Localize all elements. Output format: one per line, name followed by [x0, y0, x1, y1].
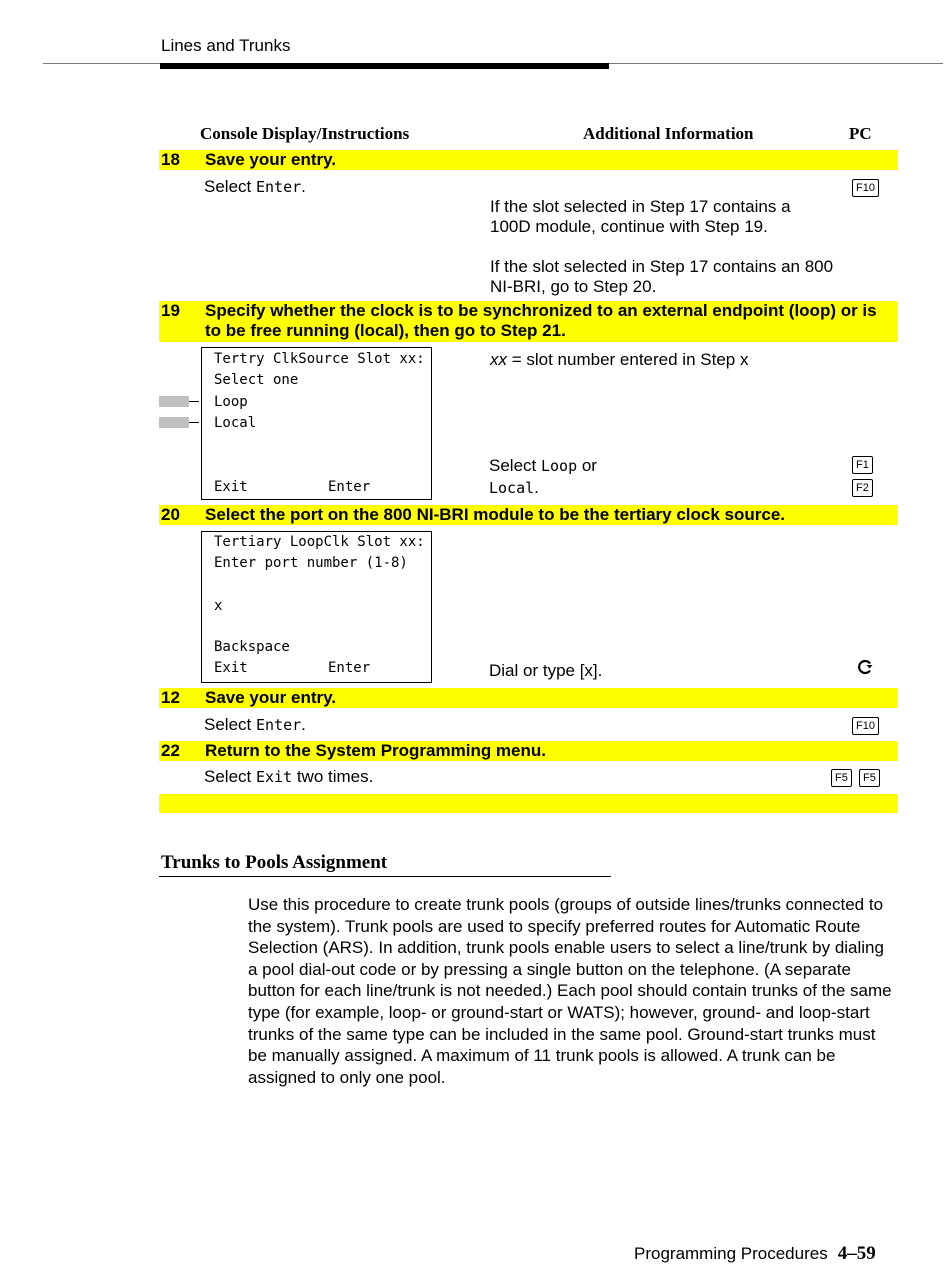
- step-20-number: 20: [161, 505, 180, 524]
- f10-key-icon: F10: [852, 717, 879, 735]
- f5-key-icon: F5: [859, 769, 880, 787]
- column-heading-console: Console Display/Instructions: [200, 124, 410, 143]
- step-18-info-1: If the slot selected in Step 17 contains a 100D module, continue with Step 19.: [490, 197, 791, 236]
- page-number: 4–59: [837, 1243, 876, 1264]
- f1-key-icon: F1: [852, 456, 873, 474]
- display-exit: Exit: [214, 479, 248, 495]
- section-title: Trunks to Pools Assignment: [161, 852, 388, 873]
- step-22-instruction: Select Exit two times.: [204, 767, 374, 786]
- display-line-2: Select one: [214, 372, 299, 388]
- f5-key-icon: F5: [831, 769, 852, 787]
- section-title-rule: [159, 876, 611, 877]
- display-exit: Exit: [214, 660, 248, 676]
- step-20-info: Dial or type [x].: [489, 661, 603, 680]
- button-indicator-local: [159, 417, 189, 428]
- section-body: Use this procedure to create trunk pools (groups of outside lines/trunks connected to the system). Trunk pools are used to specify preferred routes for Automatic Route Selection (ARS). In addition, trunk pools enable users to select a line/trunk by dialing a pool dial-out code or by pressing a single button on the telephone. (A separate button for each line/trunk is not needed.) Each pool should contain trunks of the same type (for example, loop- or ground-start or WATS); however, ground- and loop-start trunks of the same type can be included in the same pool. Ground-start trunks must be manually assigned. A maximum of 11 trunk pools is allowed. A trunk can be assigned to only one pool.: [248, 895, 892, 1087]
- running-header: Lines and Trunks: [161, 36, 291, 55]
- header-rule-thick: [160, 63, 609, 69]
- step-20-title: Select the port on the 800 NI-BRI module to be the tertiary clock source.: [205, 505, 786, 524]
- step-18-number: 18: [161, 150, 180, 169]
- step-18-title: Save your entry.: [205, 150, 337, 169]
- step-19-select-local: Local.: [489, 478, 539, 497]
- enter-command: Enter: [255, 716, 302, 734]
- f10-key-icon: F10: [852, 179, 879, 197]
- dial-pad-icon: [857, 659, 873, 675]
- indicator-line-local: [189, 422, 199, 423]
- step-19-info: xx = slot number entered in Step x: [490, 350, 749, 369]
- display-option-local: Local: [214, 415, 257, 431]
- console-display-tertiary-loop-clock: [201, 531, 432, 683]
- step-12-number: 12: [161, 688, 180, 707]
- display-backspace: Backspace: [214, 639, 290, 655]
- display-line-1: Tertry ClkSource Slot xx:: [214, 351, 425, 367]
- step-18-info-2: If the slot selected in Step 17 contains an 800 NI-BRI, go to Step 20.: [490, 257, 834, 296]
- display-line-2: Enter port number (1-8): [214, 555, 408, 571]
- page-footer: [634, 1243, 876, 1265]
- step-19-select-loop: Select Loop or: [489, 456, 597, 475]
- display-line-1: Tertiary LoopClk Slot xx:: [214, 534, 425, 550]
- button-indicator-loop: [159, 396, 189, 407]
- column-heading-pc: PC: [849, 124, 872, 143]
- step-12-instruction: Select Enter.: [204, 715, 306, 734]
- display-enter: Enter: [328, 479, 371, 495]
- indicator-line-loop: [189, 401, 199, 402]
- footer-section: Programming Procedures: [634, 1244, 828, 1263]
- enter-command: Enter: [255, 178, 302, 196]
- step-22-title: Return to the System Programming menu.: [205, 741, 546, 760]
- f2-key-icon: F2: [852, 479, 873, 497]
- display-option-loop: Loop: [214, 394, 248, 410]
- display-line-input: x: [214, 598, 223, 614]
- column-heading-additional: Additional Information: [583, 124, 754, 143]
- step-22-number: 22: [161, 741, 180, 760]
- step-12-title: Save your entry.: [205, 688, 337, 707]
- step-19-title: Specify whether the clock is to be synchronized to an external endpoint (loop) or is to be free running (local), then go to Step 21.: [205, 301, 877, 340]
- display-enter: Enter: [328, 660, 371, 676]
- step-19-number: 19: [161, 301, 180, 320]
- console-display-tertiary-clock-source: [201, 347, 432, 500]
- step-18-instruction: Select Enter.: [204, 177, 306, 196]
- exit-command: Exit: [255, 768, 293, 786]
- table-end-band: [159, 794, 898, 813]
